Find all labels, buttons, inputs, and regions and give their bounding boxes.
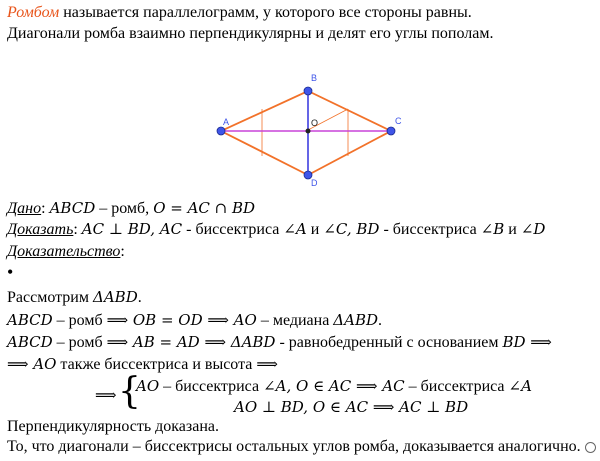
prove-math-3: ∠C, BD: [323, 220, 380, 238]
definition-text: называется параллелограмм, у которого все стороны равны.: [63, 4, 472, 21]
step1-end: .: [137, 289, 142, 306]
step2-line: [7, 311, 382, 330]
prove-colon: :: [73, 221, 78, 238]
prove-text-1: - биссектриса: [182, 221, 284, 238]
proof-bullet: •: [7, 262, 14, 282]
prove-text-4: и: [504, 221, 521, 238]
term-rhombus: Ромбом: [7, 4, 60, 21]
step5-arrow-symbol: ⟹: [95, 386, 117, 404]
step5-r1-math-3: ∠A: [508, 377, 532, 395]
step5-r1-text-2: – биссектриса: [404, 378, 509, 395]
step2-math-1: ABCD: [7, 311, 53, 329]
step3-math-3: BD ⟹: [502, 333, 552, 351]
prove-math-2: ∠A: [283, 220, 307, 238]
step5-row2: [234, 398, 468, 417]
step3-line: [7, 333, 552, 352]
step5-arrow: [95, 386, 117, 405]
step3-math-2: ⟹ AB = AD ⟹ ΔABD: [106, 333, 276, 351]
property-line: Диагонали ромба взаимно перпендикулярны и делят его углы пополам.: [7, 25, 494, 42]
step1-text: Рассмотрим: [7, 289, 93, 306]
definition-line: [7, 4, 472, 22]
rhombus-sides: [221, 91, 391, 175]
given-math-1: ABCD: [49, 199, 96, 217]
proof-colon: :: [120, 243, 125, 260]
prove-math-1: AC ⊥ BD, AC: [81, 220, 183, 238]
given-text-1: – ромб,: [95, 200, 154, 217]
prove-math-4: ∠B: [480, 220, 505, 238]
step5-r1-math-2: ∠A, O ∈ AC ⟹ AC: [263, 377, 405, 395]
given-line: [7, 199, 255, 218]
step2-math-3: ΔABD: [333, 311, 379, 329]
given-math-2: O = AC ∩ BD: [153, 199, 256, 217]
given-label: Дано: [7, 200, 42, 217]
step2-math-2: ⟹ OB = OD ⟹ AO: [106, 311, 257, 329]
label-c: C: [395, 116, 402, 126]
step1-math: ΔABD: [93, 288, 138, 306]
step1-line: [7, 288, 142, 307]
point-c: [387, 127, 395, 135]
step3-math-1: ABCD: [7, 333, 53, 351]
point-b: [304, 87, 312, 95]
step3-text-2: - равнобедренный с основанием: [275, 334, 503, 351]
prove-text-3: - биссектриса: [379, 221, 481, 238]
step4-math-1: ⟹ AO: [7, 355, 57, 373]
step2-text-2: – медиана: [256, 312, 334, 329]
step3-text-1: – ромб: [52, 334, 107, 351]
label-d: D: [311, 178, 318, 188]
step2-text-1: – ромб: [52, 312, 107, 329]
system-brace: {: [118, 371, 141, 412]
conclusion-2: То, что диагонали – биссектрисы остальных углов ромба, доказывается аналогично.: [7, 438, 581, 455]
prove-label: Доказать: [7, 221, 74, 238]
point-a: [217, 127, 225, 135]
end-of-proof-icon: [585, 442, 596, 453]
prove-math-5: ∠D: [520, 220, 546, 238]
conclusion-2-line: [7, 438, 596, 456]
given-colon: :: [41, 200, 46, 217]
prove-line: [7, 220, 545, 239]
rhombus-figure: [205, 70, 415, 190]
step4-text-1: также биссектриса и высота: [56, 356, 257, 373]
step2-end: .: [378, 312, 383, 329]
label-a: A: [223, 117, 230, 127]
label-b: B: [311, 73, 318, 83]
step5-r1-text-1: – биссектриса: [159, 378, 264, 395]
step4-math-2: ⟹: [256, 355, 278, 373]
step5-r2-math-1: AO ⊥ BD, O ∈ AC ⟹ AC ⊥ BD: [234, 398, 469, 416]
proof-label: Доказательство: [7, 243, 121, 260]
step5-r1-math-1: AO: [136, 377, 160, 395]
point-o: [306, 129, 311, 134]
conclusion-1: Перпендикулярность доказана.: [7, 418, 219, 435]
label-o: O: [311, 118, 319, 128]
prove-text-2: и: [306, 221, 324, 238]
proof-header: [7, 243, 125, 261]
step5-row1: [136, 377, 532, 396]
step4-line: [7, 355, 278, 374]
